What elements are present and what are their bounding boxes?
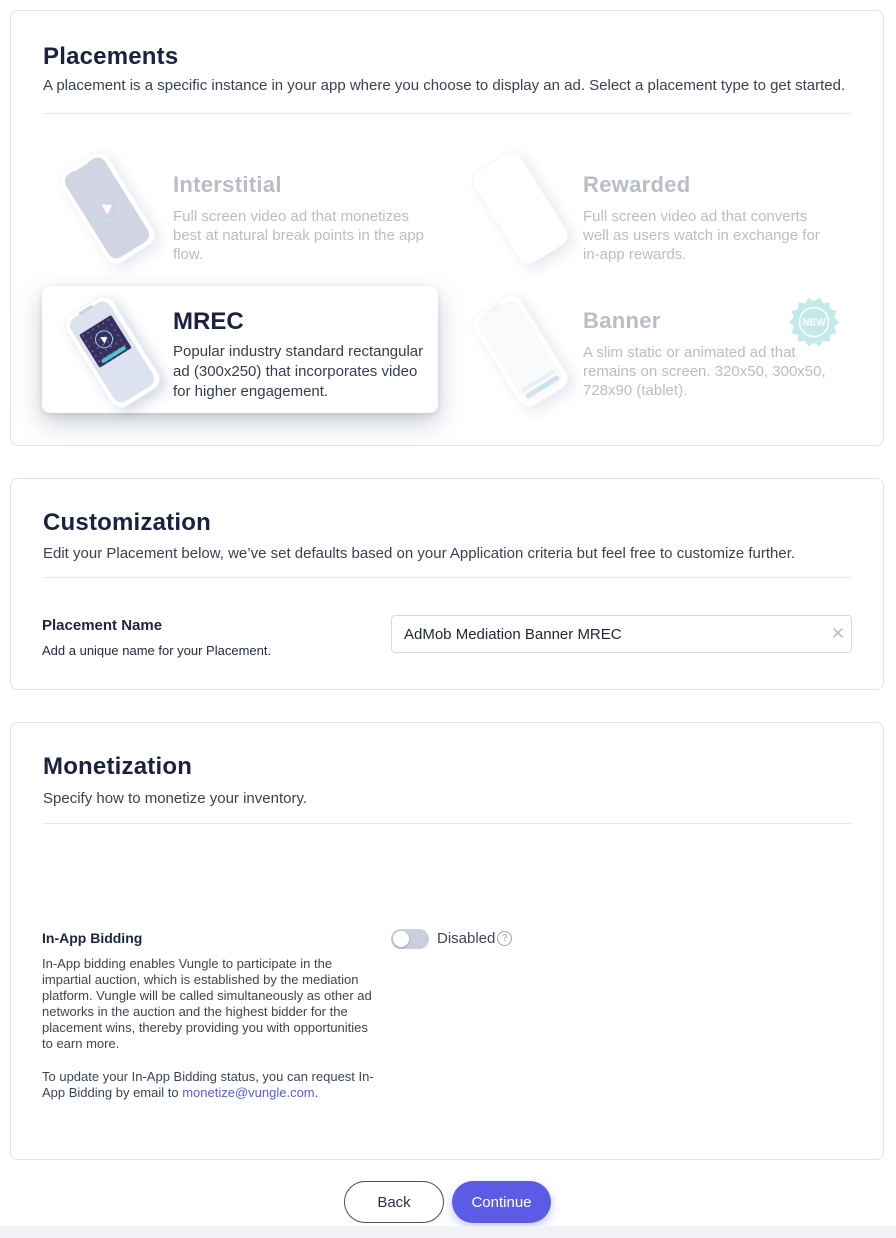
placements-title: Placements (43, 43, 179, 70)
placements-subtitle: A placement is a specific instance in your app where you choose to display an ad. Select a placement type to get started. (43, 77, 846, 94)
divider (43, 577, 851, 578)
monetization-subtitle: Specify how to monetize your inventory. (43, 790, 308, 807)
in-app-bidding-label: In-App Bidding (42, 930, 143, 946)
mrec-title: MREC (173, 308, 244, 335)
placement-name-label: Placement Name (42, 617, 163, 634)
customization-panel (10, 478, 884, 690)
mrec-description: Popular industry standard rectangular ad (300x250) that incorporates video for higher engagement. (173, 343, 424, 400)
back-button[interactable]: Back (344, 1181, 444, 1223)
mrec-phone-illustration (60, 291, 165, 412)
gem-icon: ◇ (510, 198, 530, 219)
help-icon[interactable]: ? (497, 931, 512, 946)
placement-card-mrec[interactable] (42, 286, 438, 413)
divider (43, 113, 851, 114)
clear-input-icon[interactable]: ✕ (830, 624, 846, 643)
new-badge-label: NEW (802, 317, 826, 329)
note-suffix: . (314, 1085, 319, 1100)
note-text: To update your In-App Bidding status, you can request In-App Bidding by email to (42, 1069, 374, 1100)
play-icon (92, 327, 117, 352)
interstitial-description: Full screen video ad that monetizes best at natural break points in the app flow. (173, 208, 425, 263)
monetize-email-link[interactable]: monetize@vungle.com (182, 1085, 315, 1100)
continue-button[interactable]: Continue (452, 1181, 551, 1223)
rewarded-title: Rewarded (583, 172, 691, 197)
mrec-ad-block (78, 314, 132, 368)
toggle-knob (393, 931, 409, 947)
customization-title: Customization (43, 509, 211, 536)
interstitial-title: Interstitial (173, 172, 282, 197)
divider (43, 823, 851, 824)
rewarded-description: Full screen video ad that converts well as users watch in exchange for in-app rewards. (583, 208, 820, 263)
placement-name-input[interactable] (391, 615, 852, 653)
customization-subtitle: Edit your Placement below, we’ve set defaults based on your Application criteria but feel free to customize further. (43, 545, 796, 562)
in-app-bidding-note (42, 1069, 378, 1101)
in-app-bidding-toggle[interactable] (391, 929, 429, 949)
placement-name-helper: Add a unique name for your Placement. (42, 643, 272, 658)
new-badge (789, 297, 839, 347)
banner-title: Banner (583, 308, 661, 333)
play-icon (89, 190, 125, 226)
in-app-bidding-description: In-App bidding enables Vungle to participate in the impartial auction, which is established by the mediation platform. Vungle will be called simultaneously as other ad networks in the auction and the highest bidder for the placement wins, thereby providing you with opportunities to earn more. (42, 956, 372, 1051)
banner-description: A slim static or animated ad that remains on screen. 320x50, 300x50, 728x90 (tablet). (583, 344, 826, 399)
bottom-strip (0, 1226, 896, 1238)
in-app-bidding-status: Disabled (437, 930, 496, 947)
monetization-title: Monetization (43, 753, 193, 780)
